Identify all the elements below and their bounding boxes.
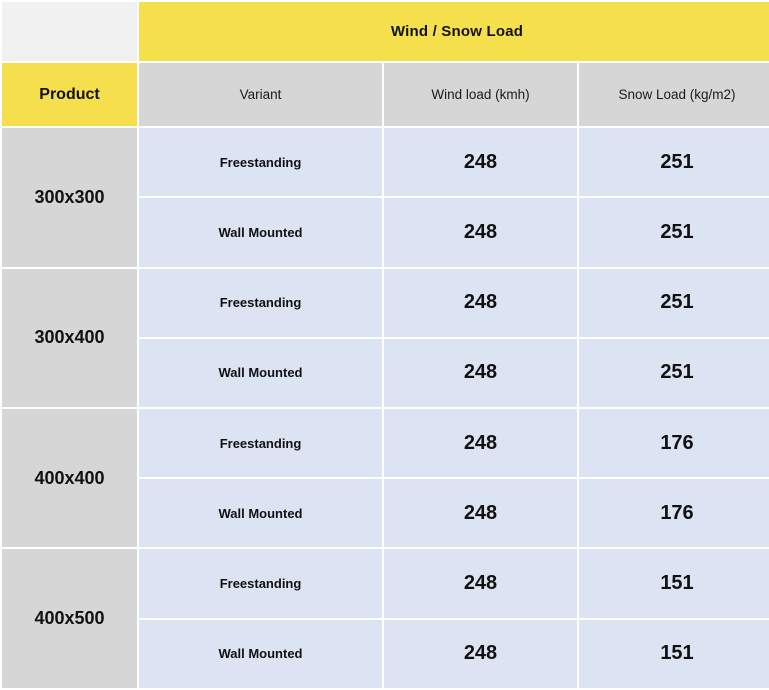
- wind-load-value: 248: [384, 198, 577, 266]
- variant-label: Freestanding: [139, 549, 382, 617]
- wind-load-value: 248: [384, 409, 577, 477]
- snow-load-value: 176: [579, 479, 769, 547]
- snow-load-value: 251: [579, 339, 769, 407]
- snow-load-value: 151: [579, 549, 769, 617]
- wind-load-value: 248: [384, 339, 577, 407]
- variant-label: Wall Mounted: [139, 198, 382, 266]
- header-product: Product: [2, 63, 137, 126]
- wind-load-value: 248: [384, 479, 577, 547]
- header-snow-load: Snow Load (kg/m2): [579, 63, 769, 126]
- variant-label: Wall Mounted: [139, 620, 382, 688]
- variant-label: Freestanding: [139, 128, 382, 196]
- snow-load-value: 176: [579, 409, 769, 477]
- variant-label: Freestanding: [139, 269, 382, 337]
- product-label: 300x300: [2, 128, 137, 266]
- snow-load-value: 251: [579, 128, 769, 196]
- wind-load-value: 248: [384, 549, 577, 617]
- table-row: [2, 269, 769, 337]
- table-row: [2, 409, 769, 477]
- table-title-row: [2, 2, 769, 61]
- snow-load-value: 251: [579, 198, 769, 266]
- header-wind-load: Wind load (kmh): [384, 63, 577, 126]
- variant-label: Freestanding: [139, 409, 382, 477]
- product-label: 400x400: [2, 409, 137, 547]
- variant-label: Wall Mounted: [139, 479, 382, 547]
- header-variant: Variant: [139, 63, 382, 126]
- table-title: Wind / Snow Load: [139, 2, 769, 61]
- table-row: [2, 128, 769, 196]
- snow-load-value: 151: [579, 620, 769, 688]
- snow-load-value: 251: [579, 269, 769, 337]
- variant-label: Wall Mounted: [139, 339, 382, 407]
- wind-load-value: 248: [384, 620, 577, 688]
- wind-load-value: 248: [384, 269, 577, 337]
- table-header-row: [2, 63, 769, 126]
- product-label: 400x500: [2, 549, 137, 688]
- corner-blank-cell: [2, 2, 137, 61]
- table-row: [2, 549, 769, 617]
- product-label: 300x400: [2, 269, 137, 407]
- wind-load-value: 248: [384, 128, 577, 196]
